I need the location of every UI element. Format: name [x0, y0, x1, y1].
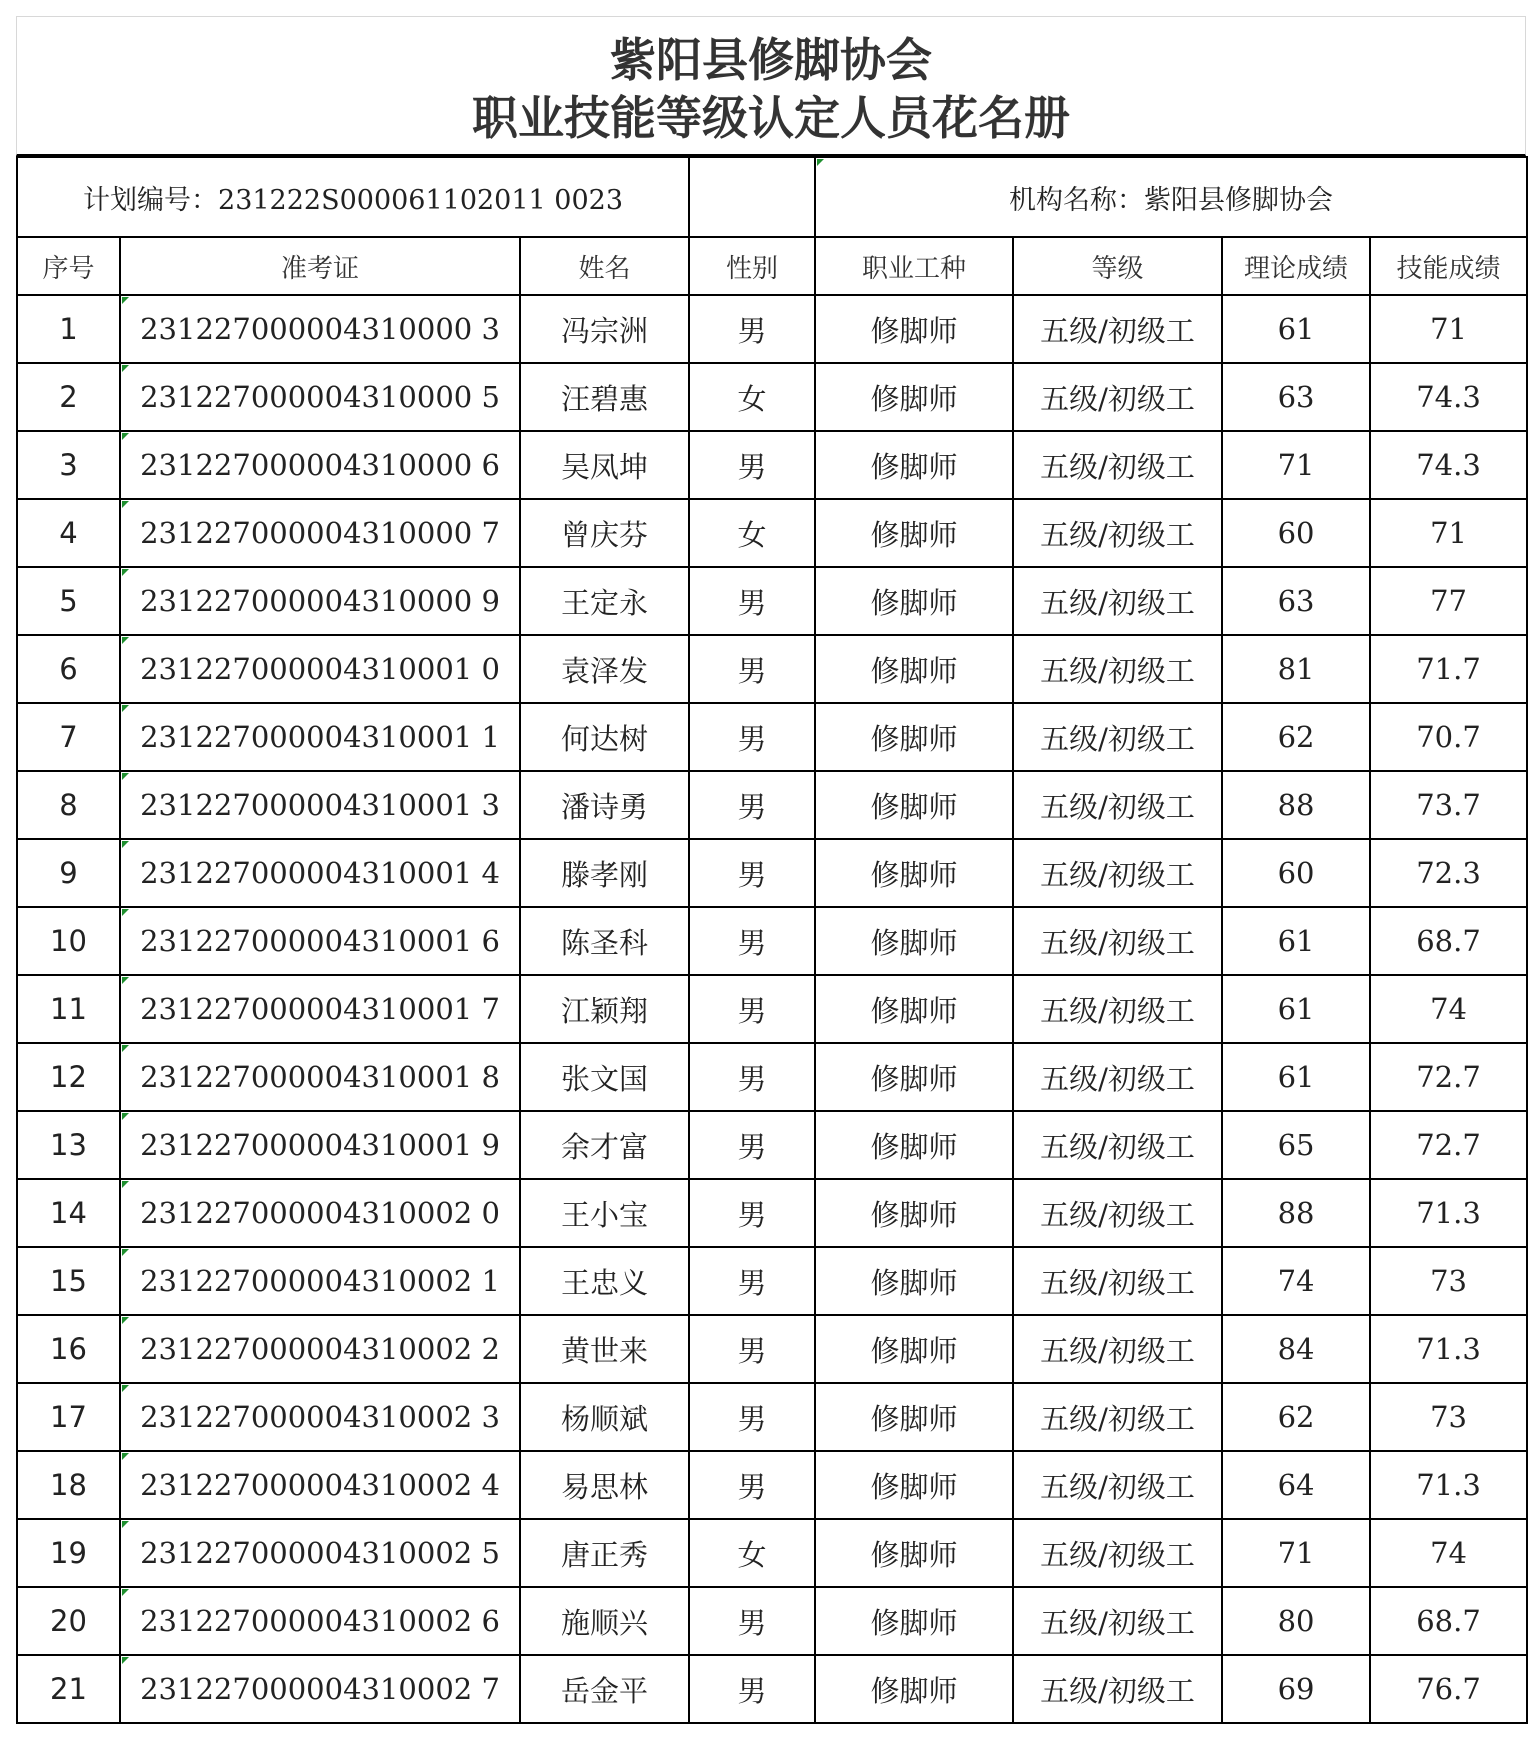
cell-level: 五级/初级工: [1013, 499, 1222, 567]
cell-occupation: 修脚师: [815, 1315, 1013, 1383]
cell-skill-score: 71.3: [1370, 1179, 1527, 1247]
table-row: [17, 499, 1527, 567]
table-row: [17, 907, 1527, 975]
cell-ticket: 231227000004310002 7: [120, 1655, 520, 1723]
cell-occupation: 修脚师: [815, 771, 1013, 839]
cell-skill-score: 74.3: [1370, 363, 1527, 431]
cell-occupation: 修脚师: [815, 1247, 1013, 1315]
cell-gender: 男: [689, 1383, 815, 1451]
table-row: [17, 839, 1527, 907]
cell-level: 五级/初级工: [1013, 975, 1222, 1043]
cell-level: 五级/初级工: [1013, 1451, 1222, 1519]
cell-gender: 男: [689, 1179, 815, 1247]
cell-occupation: 修脚师: [815, 1587, 1013, 1655]
cell-level: 五级/初级工: [1013, 1179, 1222, 1247]
cell-gender: 女: [689, 1519, 815, 1587]
table-row: [17, 295, 1527, 363]
cell-ticket: 231227000004310001 0: [120, 635, 520, 703]
cell-level: 五级/初级工: [1013, 1111, 1222, 1179]
cell-name: 杨顺斌: [520, 1383, 689, 1451]
cell-level: 五级/初级工: [1013, 1315, 1222, 1383]
cell-ticket: 231227000004310000 6: [120, 431, 520, 499]
cell-seq: 7: [17, 703, 120, 771]
cell-name: 唐正秀: [520, 1519, 689, 1587]
cell-name: 王定永: [520, 567, 689, 635]
cell-name: 滕孝刚: [520, 839, 689, 907]
header-row: [17, 237, 1527, 295]
cell-skill-score: 77: [1370, 567, 1527, 635]
cell-seq: 9: [17, 839, 120, 907]
cell-name: 江颖翔: [520, 975, 689, 1043]
table-row: [17, 1043, 1527, 1111]
cell-level: 五级/初级工: [1013, 1655, 1222, 1723]
cell-ticket: 231227000004310002 1: [120, 1247, 520, 1315]
header-name: 姓名: [520, 237, 689, 295]
cell-seq: 2: [17, 363, 120, 431]
table-row: [17, 1315, 1527, 1383]
header-ticket: 准考证: [120, 237, 520, 295]
cell-gender: 男: [689, 567, 815, 635]
cell-seq: 19: [17, 1519, 120, 1587]
cell-theory-score: 88: [1222, 771, 1370, 839]
cell-skill-score: 72.7: [1370, 1043, 1527, 1111]
cell-theory-score: 71: [1222, 1519, 1370, 1587]
cell-seq: 5: [17, 567, 120, 635]
cell-seq: 16: [17, 1315, 120, 1383]
cell-theory-score: 69: [1222, 1655, 1370, 1723]
cell-skill-score: 73.7: [1370, 771, 1527, 839]
cell-name: 余才富: [520, 1111, 689, 1179]
table-row: [17, 1451, 1527, 1519]
cell-gender: 男: [689, 1315, 815, 1383]
cell-level: 五级/初级工: [1013, 1247, 1222, 1315]
cell-level: 五级/初级工: [1013, 1043, 1222, 1111]
cell-theory-score: 61: [1222, 907, 1370, 975]
cell-theory-score: 61: [1222, 1043, 1370, 1111]
cell-level: 五级/初级工: [1013, 431, 1222, 499]
cell-occupation: 修脚师: [815, 431, 1013, 499]
cell-ticket: 231227000004310001 9: [120, 1111, 520, 1179]
cell-gender: 男: [689, 703, 815, 771]
title-line-2: 职业技能等级认定人员花名册: [472, 91, 1070, 145]
cell-name: 袁泽发: [520, 635, 689, 703]
cell-seq: 8: [17, 771, 120, 839]
cell-gender: 男: [689, 1587, 815, 1655]
roster-table: [16, 156, 1528, 1724]
cell-theory-score: 60: [1222, 839, 1370, 907]
meta-row: [17, 157, 1527, 237]
cell-occupation: 修脚师: [815, 1179, 1013, 1247]
cell-name: 张文国: [520, 1043, 689, 1111]
cell-name: 黄世来: [520, 1315, 689, 1383]
cell-skill-score: 70.7: [1370, 703, 1527, 771]
cell-name: 汪碧惠: [520, 363, 689, 431]
cell-occupation: 修脚师: [815, 907, 1013, 975]
cell-ticket: 231227000004310002 5: [120, 1519, 520, 1587]
cell-level: 五级/初级工: [1013, 1587, 1222, 1655]
cell-gender: 男: [689, 975, 815, 1043]
cell-seq: 15: [17, 1247, 120, 1315]
cell-name: 王忠义: [520, 1247, 689, 1315]
header-seq: 序号: [17, 237, 120, 295]
cell-occupation: 修脚师: [815, 975, 1013, 1043]
cell-seq: 12: [17, 1043, 120, 1111]
cell-skill-score: 73: [1370, 1247, 1527, 1315]
header-level: 等级: [1013, 237, 1222, 295]
table-row: [17, 431, 1527, 499]
cell-skill-score: 73: [1370, 1383, 1527, 1451]
cell-name: 吴凤坤: [520, 431, 689, 499]
cell-theory-score: 65: [1222, 1111, 1370, 1179]
cell-occupation: 修脚师: [815, 1451, 1013, 1519]
cell-level: 五级/初级工: [1013, 295, 1222, 363]
table-row: [17, 1587, 1527, 1655]
title-block: [16, 16, 1526, 156]
cell-theory-score: 63: [1222, 567, 1370, 635]
cell-ticket: 231227000004310000 9: [120, 567, 520, 635]
table-row: [17, 1655, 1527, 1723]
cell-skill-score: 71.3: [1370, 1451, 1527, 1519]
cell-ticket: 231227000004310000 3: [120, 295, 520, 363]
cell-level: 五级/初级工: [1013, 1519, 1222, 1587]
meta-spacer: [689, 157, 815, 237]
cell-level: 五级/初级工: [1013, 635, 1222, 703]
cell-gender: 男: [689, 1111, 815, 1179]
cell-level: 五级/初级工: [1013, 839, 1222, 907]
cell-skill-score: 71.7: [1370, 635, 1527, 703]
cell-theory-score: 63: [1222, 363, 1370, 431]
cell-theory-score: 60: [1222, 499, 1370, 567]
cell-occupation: 修脚师: [815, 635, 1013, 703]
header-theory-score: 理论成绩: [1222, 237, 1370, 295]
table-row: [17, 1383, 1527, 1451]
cell-name: 陈圣科: [520, 907, 689, 975]
cell-level: 五级/初级工: [1013, 703, 1222, 771]
cell-occupation: 修脚师: [815, 1383, 1013, 1451]
organization-name: 机构名称：紫阳县修脚协会: [815, 157, 1527, 237]
cell-gender: 男: [689, 1451, 815, 1519]
cell-gender: 女: [689, 363, 815, 431]
cell-level: 五级/初级工: [1013, 363, 1222, 431]
cell-gender: 男: [689, 839, 815, 907]
cell-skill-score: 76.7: [1370, 1655, 1527, 1723]
cell-ticket: 231227000004310002 4: [120, 1451, 520, 1519]
cell-theory-score: 81: [1222, 635, 1370, 703]
cell-gender: 男: [689, 907, 815, 975]
table-row: [17, 703, 1527, 771]
cell-ticket: 231227000004310001 1: [120, 703, 520, 771]
cell-theory-score: 74: [1222, 1247, 1370, 1315]
cell-theory-score: 62: [1222, 703, 1370, 771]
cell-skill-score: 74.3: [1370, 431, 1527, 499]
table-row: [17, 771, 1527, 839]
cell-seq: 6: [17, 635, 120, 703]
cell-theory-score: 61: [1222, 975, 1370, 1043]
cell-occupation: 修脚师: [815, 839, 1013, 907]
cell-seq: 13: [17, 1111, 120, 1179]
cell-theory-score: 71: [1222, 431, 1370, 499]
cell-skill-score: 68.7: [1370, 907, 1527, 975]
cell-gender: 男: [689, 295, 815, 363]
table-row: [17, 1179, 1527, 1247]
cell-seq: 21: [17, 1655, 120, 1723]
cell-gender: 男: [689, 431, 815, 499]
table-row: [17, 1111, 1527, 1179]
table-row: [17, 363, 1527, 431]
cell-ticket: 231227000004310002 2: [120, 1315, 520, 1383]
cell-name: 施顺兴: [520, 1587, 689, 1655]
cell-ticket: 231227000004310000 7: [120, 499, 520, 567]
cell-name: 何达树: [520, 703, 689, 771]
cell-gender: 女: [689, 499, 815, 567]
cell-seq: 18: [17, 1451, 120, 1519]
cell-name: 潘诗勇: [520, 771, 689, 839]
cell-theory-score: 64: [1222, 1451, 1370, 1519]
cell-gender: 男: [689, 635, 815, 703]
cell-seq: 10: [17, 907, 120, 975]
cell-occupation: 修脚师: [815, 1111, 1013, 1179]
table-row: [17, 1519, 1527, 1587]
cell-skill-score: 74: [1370, 1519, 1527, 1587]
cell-skill-score: 74: [1370, 975, 1527, 1043]
cell-occupation: 修脚师: [815, 567, 1013, 635]
cell-seq: 14: [17, 1179, 120, 1247]
cell-skill-score: 71.3: [1370, 1315, 1527, 1383]
cell-occupation: 修脚师: [815, 1519, 1013, 1587]
cell-name: 曾庆芬: [520, 499, 689, 567]
table-row: [17, 567, 1527, 635]
cell-ticket: 231227000004310001 3: [120, 771, 520, 839]
cell-theory-score: 61: [1222, 295, 1370, 363]
title-line-1: 紫阳县修脚协会: [610, 33, 932, 87]
cell-ticket: 231227000004310001 8: [120, 1043, 520, 1111]
cell-ticket: 231227000004310001 6: [120, 907, 520, 975]
cell-skill-score: 68.7: [1370, 1587, 1527, 1655]
header-gender: 性别: [689, 237, 815, 295]
cell-ticket: 231227000004310001 7: [120, 975, 520, 1043]
cell-occupation: 修脚师: [815, 1655, 1013, 1723]
cell-level: 五级/初级工: [1013, 907, 1222, 975]
plan-number: 计划编号：231222S000061102011 0023: [17, 157, 689, 237]
cell-seq: 20: [17, 1587, 120, 1655]
cell-ticket: 231227000004310002 0: [120, 1179, 520, 1247]
cell-gender: 男: [689, 771, 815, 839]
cell-ticket: 231227000004310002 3: [120, 1383, 520, 1451]
cell-gender: 男: [689, 1655, 815, 1723]
roster-sheet: [16, 16, 1526, 1724]
cell-theory-score: 84: [1222, 1315, 1370, 1383]
cell-skill-score: 71: [1370, 295, 1527, 363]
cell-ticket: 231227000004310000 5: [120, 363, 520, 431]
cell-ticket: 231227000004310001 4: [120, 839, 520, 907]
cell-level: 五级/初级工: [1013, 1383, 1222, 1451]
cell-seq: 3: [17, 431, 120, 499]
cell-occupation: 修脚师: [815, 1043, 1013, 1111]
cell-name: 王小宝: [520, 1179, 689, 1247]
cell-occupation: 修脚师: [815, 499, 1013, 567]
cell-skill-score: 72.7: [1370, 1111, 1527, 1179]
cell-name: 岳金平: [520, 1655, 689, 1723]
table-row: [17, 1247, 1527, 1315]
cell-seq: 11: [17, 975, 120, 1043]
cell-gender: 男: [689, 1247, 815, 1315]
cell-seq: 4: [17, 499, 120, 567]
cell-level: 五级/初级工: [1013, 771, 1222, 839]
cell-gender: 男: [689, 1043, 815, 1111]
cell-skill-score: 71: [1370, 499, 1527, 567]
cell-theory-score: 80: [1222, 1587, 1370, 1655]
cell-occupation: 修脚师: [815, 363, 1013, 431]
header-skill-score: 技能成绩: [1370, 237, 1527, 295]
cell-skill-score: 72.3: [1370, 839, 1527, 907]
cell-level: 五级/初级工: [1013, 567, 1222, 635]
cell-theory-score: 62: [1222, 1383, 1370, 1451]
cell-name: 易思林: [520, 1451, 689, 1519]
cell-seq: 1: [17, 295, 120, 363]
cell-occupation: 修脚师: [815, 295, 1013, 363]
cell-seq: 17: [17, 1383, 120, 1451]
cell-ticket: 231227000004310002 6: [120, 1587, 520, 1655]
table-row: [17, 635, 1527, 703]
cell-name: 冯宗洲: [520, 295, 689, 363]
table-row: [17, 975, 1527, 1043]
cell-theory-score: 88: [1222, 1179, 1370, 1247]
cell-occupation: 修脚师: [815, 703, 1013, 771]
header-occupation: 职业工种: [815, 237, 1013, 295]
